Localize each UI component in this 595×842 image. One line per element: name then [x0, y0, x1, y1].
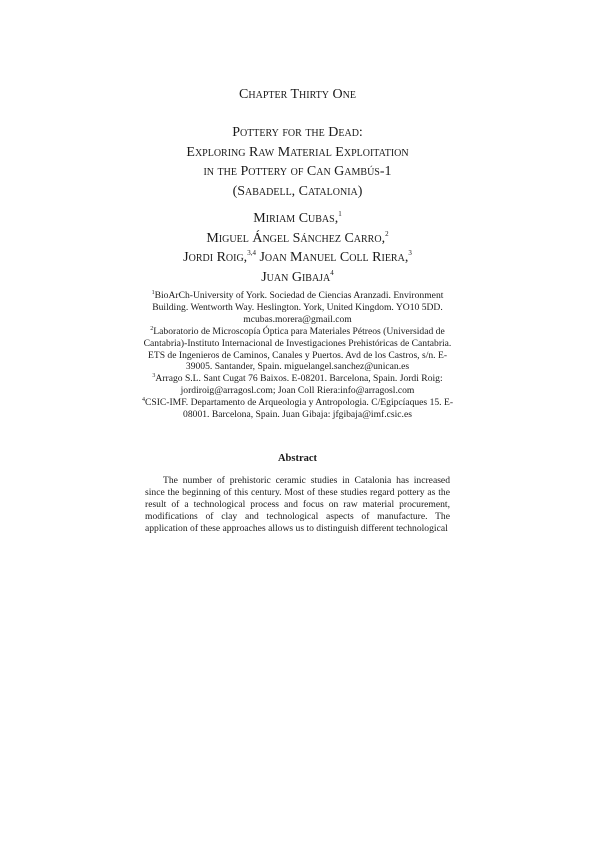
author-name: Juan Gibaja	[261, 269, 331, 285]
author-name: Jordi Roig,	[183, 250, 248, 265]
affiliation	[140, 373, 455, 397]
affil-text: Laboratorio de Microscopía Óptica para Materiales Pétreos (Universidad de Cantabria)-Instituto Internacional de Investigaciones Prehistóricas de Cantabria. ETS de Ingenieros de Caminos, Canales y Puertos. Avd de los Castros, s/n. E-39005. Santander, Spain. miguelangel.sanchez@unican.es	[143, 325, 452, 373]
author-name: Miriam Cubas,	[253, 211, 339, 226]
author-name: Joan Manuel Coll Riera,	[259, 250, 409, 265]
author-affil-mark: 1	[338, 210, 342, 218]
affil-number: 3	[152, 373, 156, 380]
affiliation	[140, 326, 455, 374]
title-line: in the Pottery of Can Gambús-1	[203, 164, 392, 179]
title-line: (Sabadell, Catalonia)	[232, 183, 363, 199]
author-line	[0, 209, 595, 229]
chapter-title	[0, 123, 595, 201]
affiliation	[140, 290, 455, 326]
author-name: Miguel Ángel Sánchez Carro,	[206, 230, 386, 246]
affil-text: BioArCh-University of York. Sociedad de Ciencias Aranzadi. Environment Building. Wentworth Way. Heslington. York, United Kingdom. YO10 5DD. mcubas.morera@gmail.com	[152, 290, 444, 325]
abstract-heading: Abstract	[277, 453, 318, 464]
title-line: Exploring Raw Material Exploitation	[186, 144, 409, 160]
affil-text: Arrago S.L. Sant Cugat 76 Baixos. E-08201. Barcelona, Spain. Jordi Roig: jordiroig@arragosl.com; Joan Coll Riera:info@arragosl.com	[155, 373, 443, 397]
author-affil-mark: 3,4	[247, 249, 256, 257]
author-line	[0, 229, 595, 249]
affil-number: 1	[151, 290, 155, 296]
abstract-body: The number of prehistoric ceramic studies in Catalonia has increased since the beginning of this century. Most of these studies regard pottery as the result of a technological process and focus on raw material procurement, modifications of clay and technological aspects of manufacture. The application of these approaches allows us to distinguish different technological	[145, 475, 450, 534]
chapter-label: Chapter Thirty One	[239, 87, 356, 102]
affiliations-block	[140, 290, 455, 421]
author-list	[0, 209, 595, 287]
affil-number: 2	[150, 325, 154, 332]
affil-number: 4	[141, 397, 145, 404]
author-affil-mark: 2	[385, 229, 389, 238]
author-affil-mark: 4	[330, 268, 334, 277]
author-line	[0, 248, 595, 268]
author-line	[0, 268, 595, 288]
affiliation	[140, 397, 455, 421]
affil-text: CSIC-IMF. Departamento de Arqueologia y Antropologia. C/Egipcíaques 15. E-08001. Barcelona, Spain. Juan Gibaja: jfgibaja@imf.csic.es	[144, 397, 454, 421]
title-line: Pottery for the Dead:	[232, 125, 363, 140]
author-affil-mark: 3	[408, 249, 412, 257]
